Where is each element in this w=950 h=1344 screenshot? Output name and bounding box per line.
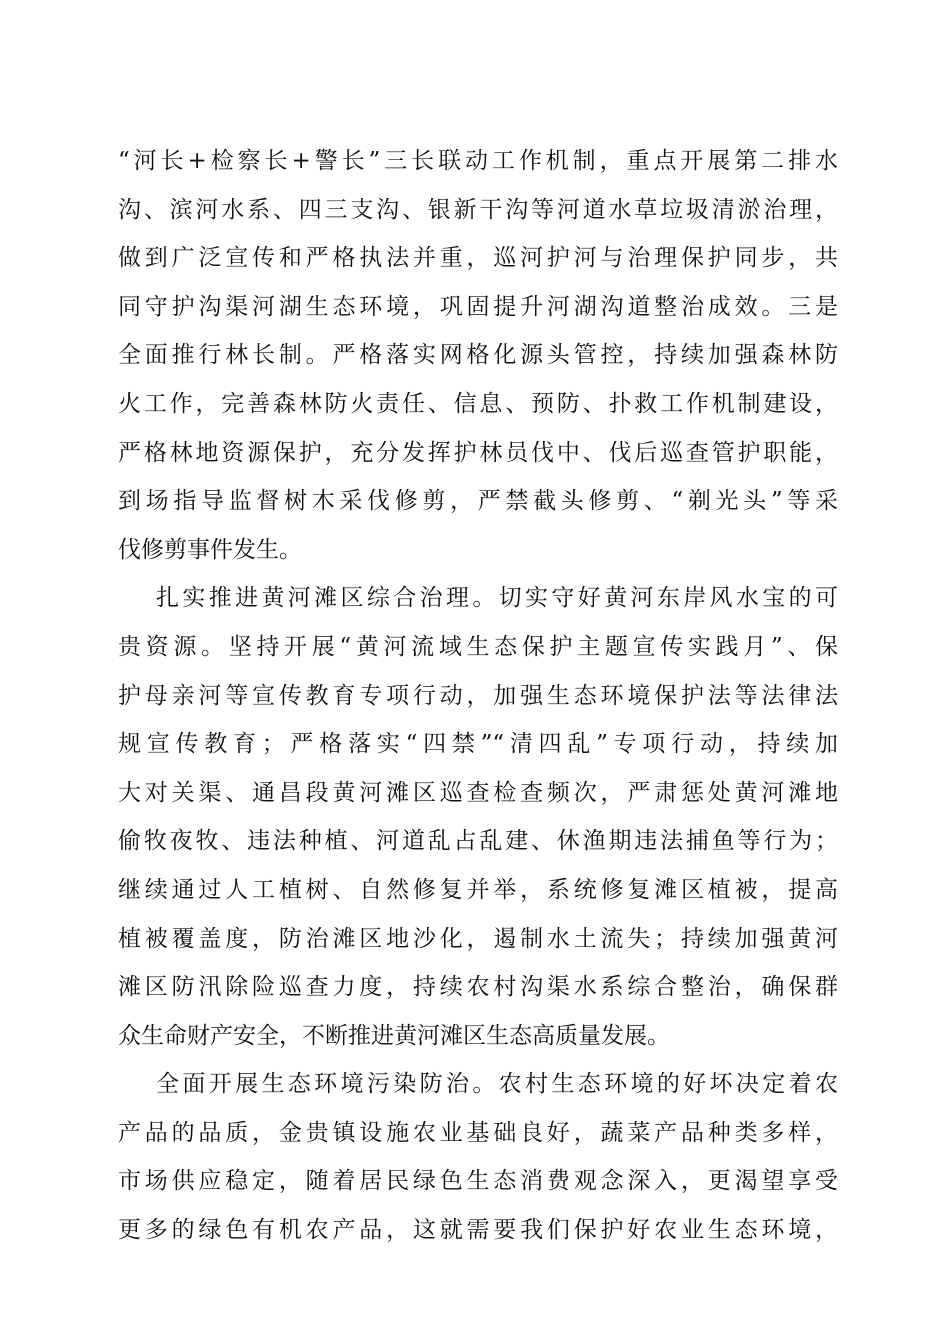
text-line: 产品的品质，金贵镇设施农业基础良好，蔬菜产品种类多样， (118, 1119, 838, 1146)
text-line: 到场指导监督树木采伐修剪，严禁截头修剪、“剃光头”等采 (118, 488, 838, 515)
text-line: “河长+检察长+警长”三长联动工作机制，重点开展第二排水 (118, 148, 838, 174)
text-line: 火工作，完善森林防火责任、信息、预防、扑救工作机制建设， (118, 390, 838, 417)
paragraph-3 (118, 1060, 838, 1254)
text-line: 植被覆盖度，防治滩区地沙化，遏制水土流失；持续加强黄河 (118, 925, 838, 952)
text-line: 规宣传教育；严格落实“四禁”“清四乱”专项行动，持续加 (118, 731, 838, 758)
text-line: 做到广泛宣传和严格执法并重，巡河护河与治理保护同步，共 (118, 245, 838, 272)
text-line: 严格林地资源保护，充分发挥护林员伐中、伐后巡查管护职能， (118, 439, 838, 466)
text-line: 护母亲河等宣传教育专项行动，加强生态环境保护法等法律法 (118, 682, 838, 709)
text-line: 伐修剪事件发生。 (118, 536, 302, 563)
text-line: 沟、滨河水系、四三支沟、银新干沟等河道水草垃圾清淤治理， (118, 196, 838, 223)
text-line: 继续通过人工植树、自然修复并举，系统修复滩区植被，提高 (118, 876, 838, 903)
text-line: 众生命财产安全，不断推进黄河滩区生态高质量发展。 (118, 1022, 670, 1049)
text-line: 扎实推进黄河滩区综合治理。切实守好黄河东岸风水宝的可 (156, 585, 838, 612)
text-line: 更多的绿色有机农产品，这就需要我们保护好农业生态环境， (118, 1217, 838, 1244)
text-line: 市场供应稳定，随着居民绿色生态消费观念深入，更渴望享受 (118, 1168, 838, 1195)
text-line: 同守护沟渠河湖生态环境，巩固提升河湖沟道整治成效。三是 (118, 293, 838, 320)
text-line: 滩区防汛除险巡查力度，持续农村沟渠水系综合整治，确保群 (118, 974, 838, 1001)
text-line: 贵资源。坚持开展“黄河流域生态保护主题宣传实践月”、保 (118, 633, 838, 660)
text-line: 大对关渠、通昌段黄河滩区巡查检查频次，严肃惩处黄河滩地 (118, 779, 838, 806)
text-line: 全面推行林长制。严格落实网格化源头管控，持续加强森林防 (118, 342, 838, 369)
text-line: 偷牧夜牧、违法种植、河道乱占乱建、休渔期违法捕鱼等行为； (118, 828, 838, 855)
paragraph-2 (118, 574, 838, 1060)
text-line: 全面开展生态环境污染防治。农村生态环境的好坏决定着农 (156, 1071, 838, 1098)
document-body (118, 137, 838, 1255)
paragraph-1 (118, 137, 838, 574)
